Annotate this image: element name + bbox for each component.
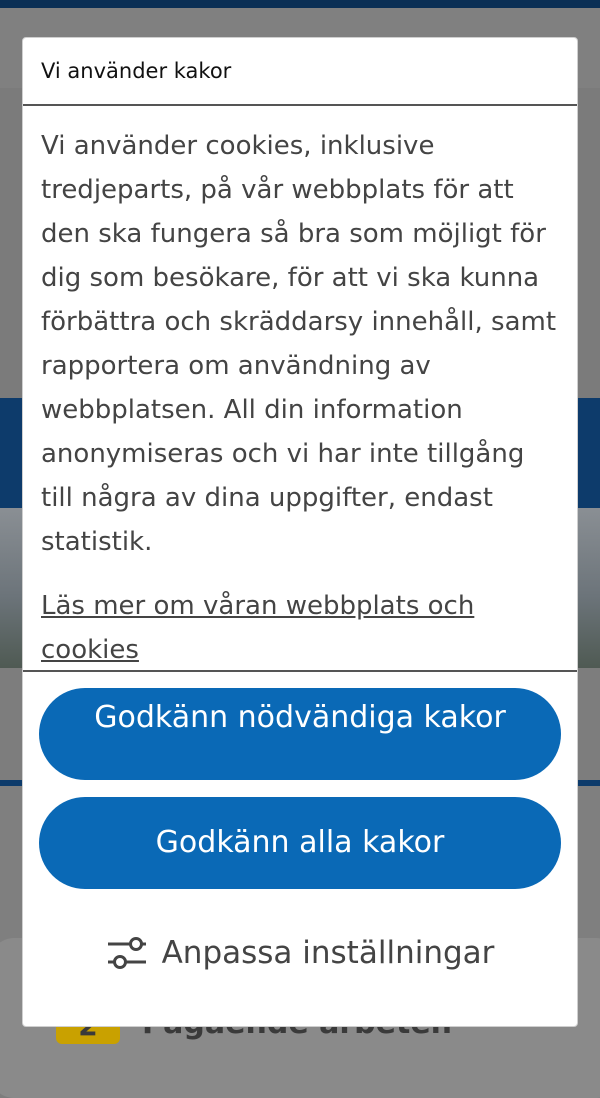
dialog-header [23, 38, 577, 106]
accept-necessary-button[interactable]: Godkänn nödvändiga kakor [39, 688, 561, 780]
cookie-consent-dialog [22, 37, 578, 1027]
customize-label: Anpassa inställningar [161, 935, 495, 971]
sliders-icon [106, 936, 148, 970]
dialog-title: Vi använder kakor [41, 59, 232, 83]
accept-all-button[interactable]: Godkänn alla kakor [39, 797, 561, 889]
dialog-actions [23, 672, 577, 983]
customize-settings-button[interactable] [39, 923, 561, 983]
read-more-link[interactable]: Läs mer om våran webbplats och cookies [41, 591, 475, 665]
dialog-body[interactable] [23, 106, 577, 672]
top-bar [0, 0, 600, 8]
cookie-description: Vi använder cookies, inklusive tredjeparts, på vår webbplats för att den ska fungera så bra som möjligt för dig som besökare, för att vi ska kunna förbättra och skräddarsy innehåll, samt rapportera om användning av webbplatsen. All din information anonymiseras och vi har inte tillgång till några av dina uppgifter, endast statistik. [41, 131, 557, 557]
